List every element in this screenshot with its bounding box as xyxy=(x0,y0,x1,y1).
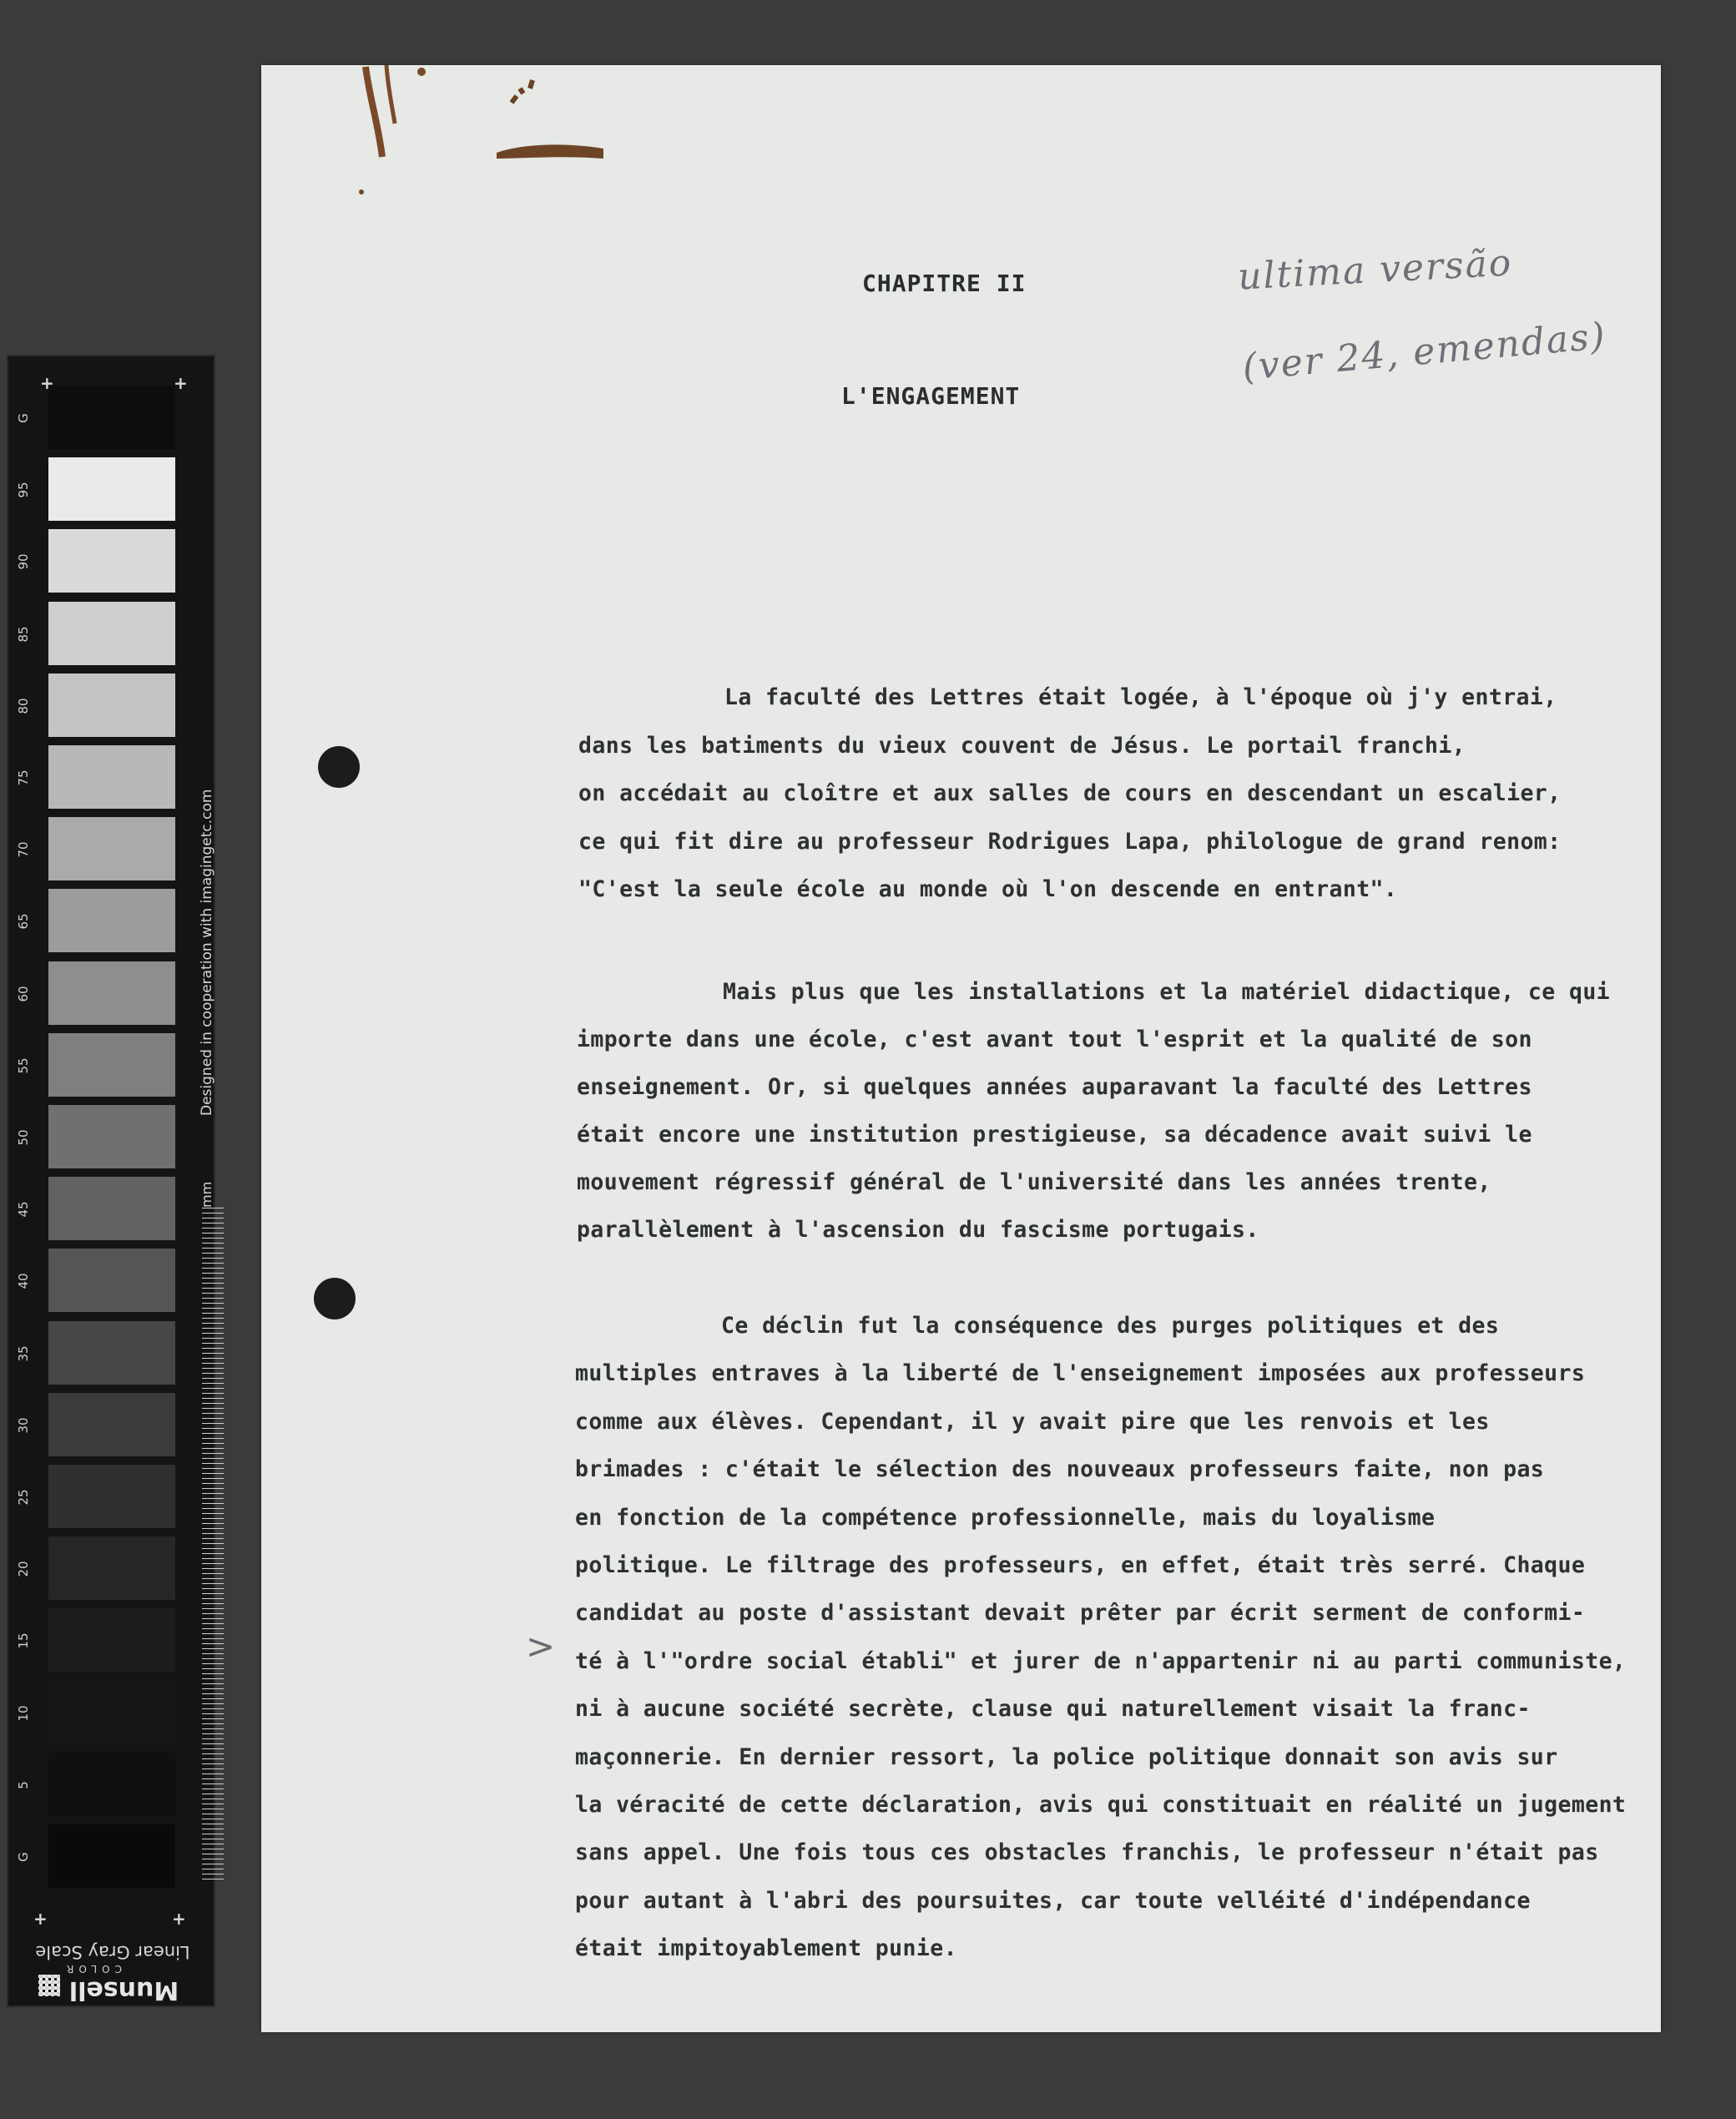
text-line: candidat au poste d'assistant devait prêter par écrit serment de conformi- xyxy=(575,1600,1586,1627)
gray-patch-label: 80 xyxy=(16,698,31,714)
text-line: ni à aucune société secrète, clause qui naturellement visait la franc- xyxy=(575,1696,1531,1723)
chapter-heading: CHAPITRE II xyxy=(862,270,1027,297)
gray-patch-label: 85 xyxy=(16,626,31,643)
gray-patch xyxy=(48,1033,175,1097)
text-line: parallèlement à l'ascension du fascisme portugais. xyxy=(577,1217,1259,1243)
gray-patch xyxy=(48,529,175,593)
gray-patch xyxy=(48,1681,175,1744)
gray-scale-card xyxy=(7,355,215,2007)
gray-patch xyxy=(48,1465,175,1528)
text-line: ce qui fit dire au professeur Rodrigues Lapa, philologue de grand renom: xyxy=(578,828,1562,855)
gray-patch xyxy=(48,674,175,737)
text-line: mouvement régressif général de l'université dans les années trente, xyxy=(577,1169,1491,1195)
document-page xyxy=(261,65,1661,2032)
text-line: maçonnerie. En dernier ressort, la police politique donnait son avis sur xyxy=(575,1743,1558,1770)
plus-mark: + xyxy=(174,373,188,393)
ink-stain-top xyxy=(353,65,603,165)
gray-patch xyxy=(48,457,175,521)
gray-patch xyxy=(48,1608,175,1672)
margin-mark: > xyxy=(526,1626,556,1667)
gray-patch xyxy=(48,1393,175,1456)
handwritten-annotation-line2: (ver 24, emendas) xyxy=(1240,315,1608,389)
plus-mark: + xyxy=(172,1909,186,1929)
punch-hole xyxy=(314,1278,356,1319)
text-line: comme aux élèves. Cependant, il y avait pire que les renvois et les xyxy=(575,1408,1490,1435)
gray-patch xyxy=(48,1536,175,1600)
gray-patch-label: 65 xyxy=(16,913,31,930)
plus-mark: + xyxy=(33,1909,48,1929)
munsell-sub: COLOR xyxy=(62,1963,122,1975)
gray-patch-label: 50 xyxy=(16,1129,31,1146)
gray-patch xyxy=(48,889,175,952)
gray-patch-label: 95 xyxy=(16,482,31,498)
text-line: politique. Le filtrage des professeurs, en effet, était très serré. Chaque xyxy=(575,1552,1586,1578)
gray-patch-label: 55 xyxy=(16,1057,31,1074)
text-line: multiples entraves à la liberté de l'enseignement imposées aux professeurs xyxy=(575,1360,1586,1387)
gray-patch-label: 30 xyxy=(16,1417,31,1434)
text-line: "C'est la seule école au monde où l'on descende en entrant". xyxy=(578,876,1398,902)
gray-patch-label: G xyxy=(16,413,31,423)
munsell-brand-name: Munsell xyxy=(68,1975,179,2005)
ink-dot xyxy=(353,182,520,207)
gray-patch-label: 60 xyxy=(16,986,31,1002)
text-line: brimades : c'était le sélection des nouveaux professeurs faite, non pas xyxy=(575,1456,1545,1483)
gray-patch xyxy=(48,1105,175,1168)
gray-patch xyxy=(48,1177,175,1240)
plus-mark: + xyxy=(40,373,54,393)
gray-patch-label: 20 xyxy=(16,1561,31,1577)
text-line: enseignement. Or, si quelques années auparavant la faculté des Lettres xyxy=(577,1074,1532,1100)
gray-patch-label: 35 xyxy=(16,1345,31,1362)
chapter-title: L'ENGAGEMENT xyxy=(841,382,1021,410)
text-line: La faculté des Lettres était logée, à l'époque où j'y entrai, xyxy=(724,684,1557,710)
gray-patch-label: 5 xyxy=(16,1781,31,1789)
punch-hole xyxy=(318,746,360,788)
text-line: pour autant à l'abri des poursuites, car toute velléité d'indépendance xyxy=(575,1887,1531,1914)
gray-patch-label: 70 xyxy=(16,841,31,858)
gray-patch-label: G xyxy=(16,1852,31,1862)
gray-scale-patches xyxy=(16,386,184,1896)
text-line: était encore une institution prestigieuse, sa décadence avait suivi le xyxy=(577,1122,1532,1148)
gray-patch-label: 15 xyxy=(16,1632,31,1649)
gray-patch xyxy=(48,1249,175,1312)
handwritten-annotation-line1: ultima versão xyxy=(1236,241,1514,299)
gray-patch-label: 45 xyxy=(16,1201,31,1218)
text-line: on accédait au cloître et aux salles de cours en descendant un escalier, xyxy=(578,780,1562,806)
designed-credit: Designed in cooperation with imagingetc.com xyxy=(199,789,215,1116)
gray-patch xyxy=(48,1824,175,1888)
gray-patch-label: 75 xyxy=(16,769,31,786)
mm-ruler xyxy=(202,1208,224,1884)
mm-label: mm xyxy=(199,1181,214,1208)
text-line: dans les batiments du vieux couvent de Jésus. Le portail franchi, xyxy=(578,732,1466,759)
munsell-logo-icon xyxy=(38,1975,60,1997)
gray-patch-label: 40 xyxy=(16,1273,31,1289)
gray-patch xyxy=(48,386,175,449)
gray-patch xyxy=(48,1753,175,1816)
gray-scale-title: Linear Gray Scale xyxy=(35,1942,190,1962)
gray-patch xyxy=(48,1321,175,1385)
text-line: Ce déclin fut la conséquence des purges politiques et des xyxy=(721,1313,1500,1339)
gray-patch-label: 25 xyxy=(16,1489,31,1506)
gray-patch xyxy=(48,961,175,1025)
text-line: la véracité de cette déclaration, avis qui constituait en réalité un jugement xyxy=(575,1792,1627,1818)
text-line: était impitoyablement punie. xyxy=(575,1935,957,1962)
gray-patch xyxy=(48,745,175,809)
gray-patch xyxy=(48,602,175,665)
text-line: sans appel. Une fois tous ces obstacles franchis, le professeur n'était pas xyxy=(575,1839,1599,1866)
munsell-brand xyxy=(25,1975,192,2005)
gray-patch xyxy=(48,817,175,880)
text-line: importe dans une école, c'est avant tout l'esprit et la qualité de son xyxy=(577,1027,1532,1052)
gray-patch-label: 10 xyxy=(16,1705,31,1722)
text-line: té à l'"ordre social établi" et jurer de n'appartenir ni au parti communiste, xyxy=(575,1647,1627,1674)
text-line: Mais plus que les installations et la matériel didactique, ce qui xyxy=(723,979,1611,1005)
gray-patch-label: 90 xyxy=(16,553,31,570)
text-line: en fonction de la compétence professionnelle, mais du loyalisme xyxy=(575,1504,1436,1531)
